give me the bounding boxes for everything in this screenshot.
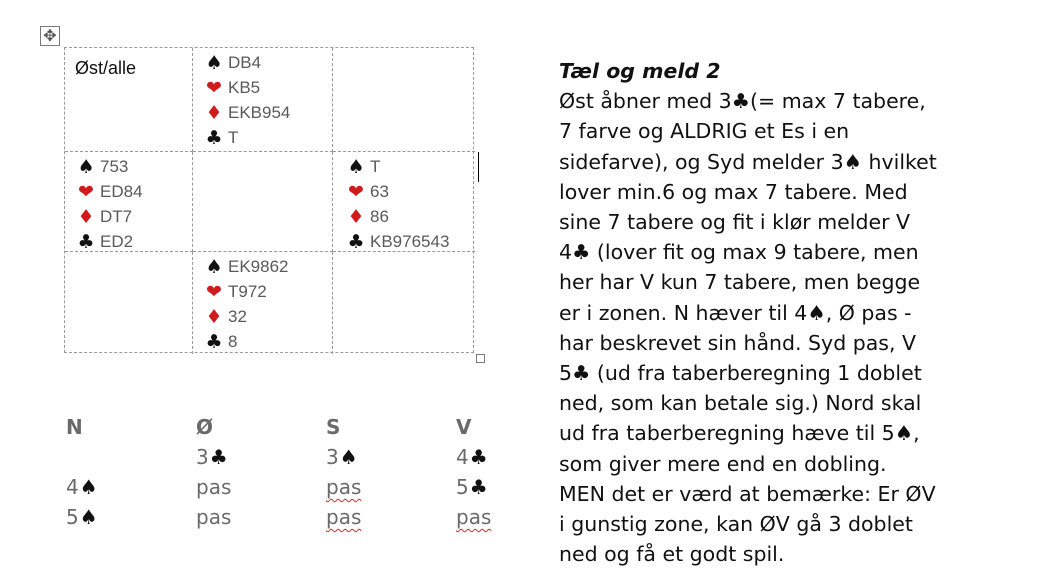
dealer-label: Øst/alle bbox=[75, 58, 137, 78]
article-line: 7 farve og ALDRIG et Es i en bbox=[559, 119, 850, 144]
bid-header-east: Ø bbox=[196, 415, 214, 439]
bid-cell: pas bbox=[326, 505, 362, 529]
east-diamonds: ♦ 86 bbox=[345, 204, 475, 229]
article-line: 5♣ (ud fra taberberegning 1 doblet bbox=[559, 361, 922, 386]
south-hearts: ❤ T972 bbox=[203, 279, 332, 304]
spade-icon: ♠ bbox=[77, 155, 95, 178]
south-spades: ♠ EK9862 bbox=[203, 254, 332, 279]
east-hearts: ❤ 63 bbox=[345, 179, 475, 204]
diamond-icon: ♦ bbox=[205, 305, 223, 328]
diamond-icon: ♦ bbox=[347, 205, 365, 228]
spade-icon: ♠ bbox=[205, 51, 223, 74]
empty-cell bbox=[333, 252, 475, 354]
north-hand bbox=[193, 48, 333, 152]
deal-table bbox=[64, 47, 474, 353]
spade-icon: ♠ bbox=[205, 255, 223, 278]
club-icon: ♣ bbox=[205, 126, 223, 149]
empty-cell bbox=[193, 152, 333, 252]
empty-cell bbox=[333, 48, 475, 152]
bid-cell: pas bbox=[456, 505, 492, 529]
article-line: ud fra taberberegning hæve til 5♠, bbox=[559, 421, 920, 446]
north-spades: ♠ DB4 bbox=[203, 50, 332, 75]
spade-icon: ♠ bbox=[79, 475, 98, 499]
club-icon: ♣ bbox=[347, 230, 365, 253]
article-line: ned, som kan betale sig.) Nord skal bbox=[559, 391, 922, 416]
article-line: er i zonen. N hæver til 4♠, Ø pas - bbox=[559, 300, 912, 325]
bid-cell: pas bbox=[196, 475, 232, 499]
bid-cell: 3 ♣ bbox=[196, 445, 228, 469]
resize-handle-icon[interactable] bbox=[476, 354, 485, 363]
diamond-icon: ♦ bbox=[205, 101, 223, 124]
article-line: sidefarve), og Syd melder 3♠ hvilket bbox=[559, 149, 937, 174]
bid-row bbox=[66, 502, 526, 532]
bid-header-north: N bbox=[66, 415, 83, 439]
text-cursor bbox=[478, 152, 479, 182]
article-line: i gunstig zone, kan ØV gå 3 doblet bbox=[559, 512, 913, 537]
south-diamonds: ♦ 32 bbox=[203, 304, 332, 329]
bid-header-west: V bbox=[456, 415, 472, 439]
heart-icon: ❤ bbox=[78, 180, 94, 203]
article-line: har beskrevet sin hånd. Syd pas, V bbox=[559, 330, 917, 355]
spade-icon: ♠ bbox=[79, 505, 98, 529]
bidding-table bbox=[66, 412, 526, 532]
heart-icon: ❤ bbox=[348, 180, 364, 203]
north-diamonds: ♦ EKB954 bbox=[203, 100, 332, 125]
article-line: sine 7 tabere og fit i klør melder V bbox=[559, 210, 911, 235]
spade-icon: ♠ bbox=[339, 445, 358, 469]
bid-header-south: S bbox=[326, 415, 341, 439]
south-clubs: ♣ 8 bbox=[203, 329, 332, 354]
article-line: her har V kun 7 tabere, men begge bbox=[559, 270, 921, 295]
bid-cell: 3 ♠ bbox=[326, 445, 358, 469]
east-hand bbox=[333, 152, 475, 252]
bid-cell: pas bbox=[326, 475, 362, 499]
west-spades: ♠ 753 bbox=[75, 154, 192, 179]
article-line: som giver mere end en dobling. bbox=[559, 451, 887, 476]
south-hand bbox=[193, 252, 333, 354]
bidding-header bbox=[66, 412, 526, 442]
bid-cell: pas bbox=[196, 505, 232, 529]
diamond-icon: ♦ bbox=[77, 205, 95, 228]
bid-cell: 4 ♣ bbox=[456, 445, 488, 469]
bid-cell: 4 ♠ bbox=[66, 475, 98, 499]
article-line: ned og få et godt spil. bbox=[559, 542, 785, 567]
west-diamonds: ♦ DT7 bbox=[75, 204, 192, 229]
article-line: lover min.6 og max 7 tabere. Med bbox=[559, 179, 908, 204]
club-icon: ♣ bbox=[209, 445, 228, 469]
empty-cell bbox=[65, 252, 193, 354]
heart-icon: ❤ bbox=[206, 280, 222, 303]
heart-icon: ❤ bbox=[206, 76, 222, 99]
article-line: Øst åbner med 3♣(= max 7 tabere, bbox=[559, 89, 926, 114]
west-hand bbox=[65, 152, 193, 252]
move-icon[interactable]: ✥ bbox=[40, 26, 60, 46]
article-title: Tæl og meld 2 bbox=[559, 59, 721, 83]
west-clubs: ♣ ED2 bbox=[75, 229, 192, 254]
club-icon: ♣ bbox=[205, 330, 223, 353]
bid-row bbox=[66, 442, 526, 472]
bid-cell: 5 ♣ bbox=[456, 475, 488, 499]
east-spades: ♠ T bbox=[345, 154, 475, 179]
article-line: 4♣ (lover fit og max 9 tabere, men bbox=[559, 240, 919, 265]
article-text[interactable] bbox=[559, 56, 1029, 569]
north-clubs: ♣ T bbox=[203, 125, 332, 150]
spade-icon: ♠ bbox=[347, 155, 365, 178]
club-icon: ♣ bbox=[469, 445, 488, 469]
bid-cell: 5 ♠ bbox=[66, 505, 98, 529]
bid-row bbox=[66, 472, 526, 502]
north-hearts: ❤ KB5 bbox=[203, 75, 332, 100]
east-clubs: ♣ KB976543 bbox=[345, 229, 475, 254]
dealer-cell bbox=[65, 48, 193, 152]
club-icon: ♣ bbox=[469, 475, 488, 499]
article-line: MEN det er værd at bemærke: Er ØV bbox=[559, 481, 936, 506]
west-hearts: ❤ ED84 bbox=[75, 179, 192, 204]
club-icon: ♣ bbox=[77, 230, 95, 253]
